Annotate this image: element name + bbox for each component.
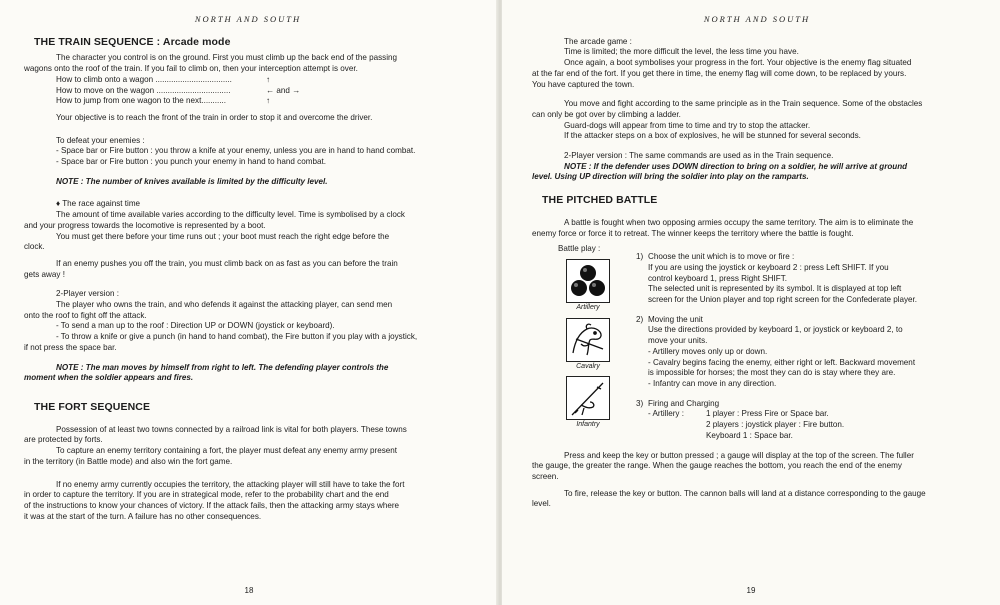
right-page — [502, 0, 1000, 605]
fort-text: Possession of at least two towns connected by a railroad link is vital for both players. These towns — [56, 424, 407, 434]
push-text: gets away ! — [24, 269, 65, 279]
race-text: and your progress towards the locomotive is represented by a boot. — [24, 220, 266, 230]
battle-text: A battle is fought when two opposing armies occupy the same territory. The aim is to eliminate the — [564, 217, 914, 227]
fort-text: are protected by forts. — [24, 435, 103, 445]
page-number: 18 — [244, 586, 254, 596]
two-player-text: onto the roof to fight off the attack. — [24, 310, 147, 320]
arcade-text: Once again, a boot symbolises your progress in the fort. Your objective is the enemy flag situated — [564, 58, 912, 68]
fort-text: in order to capture the territory. If you are in strategical mode, refer to the probability chart and the end — [24, 490, 389, 500]
move-text: You move and fight according to the same principle as in the Train sequence. Some of the obstacles — [564, 99, 923, 109]
push-text: If an enemy pushes you off the train, you must climb back on as fast as you can before the train — [56, 258, 398, 268]
fort-text: it was at the start of the turn. A failure has no other consequences. — [24, 511, 262, 521]
unit-caption: Artillery — [576, 303, 600, 311]
press-text: Press and keep the key or button pressed ; a gauge will display at the top of the screen. The fuller — [564, 450, 914, 460]
train-intro-cont: wagons onto the roof of the train. If you fail to climb on, then your interception attempt is over. — [24, 64, 358, 74]
race-text: clock. — [24, 242, 45, 252]
fire-text: level. — [532, 499, 551, 509]
arcade-text: You have captured the town. — [532, 79, 635, 89]
arcade-text: at the far end of the fort. If you get there in time, the enemy flag will come down, to be replaced by yours. — [532, 68, 907, 78]
move-text: If the attacker steps on a box of explosives, he will be stunned for several seconds. — [564, 131, 861, 141]
running-head: NORTH AND SOUTH — [194, 14, 302, 24]
step-3: 3) Firing and Charging — [636, 398, 720, 408]
fort-text: To capture an enemy territory containing a fort, the player must defeat any enemy army present — [56, 446, 398, 456]
how-row: How to climb onto a wagon .................................. ↑ — [56, 74, 271, 84]
artillery-icon — [566, 259, 610, 303]
fort-text: If no enemy army currently occupies the territory, the attacking player will still have to take the fort — [56, 479, 405, 489]
cavalry-icon — [566, 318, 610, 362]
defeat-line: - Space bar or Fire button : you punch your enemy in hand to hand combat. — [56, 157, 326, 167]
two-player-text: 2-Player version : The same commands are used as in the Train sequence. — [564, 151, 834, 161]
two-player-title: 2-Player version : — [56, 289, 119, 299]
left-page — [0, 0, 498, 605]
how-row: How to move on the wagon ................................. ← and → — [56, 85, 301, 95]
battle-steps: 1) Choose the unit which is to move or fire : If you are using the joystick or keyboard 2 : press Left SHIFT. If you control keyboard 1, press Right SHIFT. The selected unit is represented by its symbol. It is displayed at top left screen for the Union player and top right screen for the Confederate player. 2) Moving the unit Use the directions provided by keyboard 1, or joystick or keyboard 2, to move your units. - Artillery moves only up or down. - Cavalry begins facing the enemy, either right or left. Backward movement is impossible for horses; the most they can do is stay where they are. - Infantry can move in any direction. 3) Firing and Charging - Artillery : 1 player : Press Fire or Space bar. 2 players : joystick player : Fire button. Keyboard 1 : Space bar. — [628, 244, 982, 441]
train-sequence-heading: THE TRAIN SEQUENCE : Arcade mode — [34, 35, 231, 48]
race-title: ♦ The race against time — [56, 199, 141, 209]
step-2: 2) Moving the unit — [636, 314, 703, 324]
arcade-text: Time is limited; the more difficult the level, the less time you have. — [564, 47, 799, 57]
two-player-text: The player who owns the train, and who defends it against the attacking player, can send men — [56, 300, 393, 310]
page-number: 19 — [746, 586, 756, 596]
move-text: can only be got over by climbing a ladder. — [532, 109, 681, 119]
race-text: You must get there before your time runs out ; your boot must reach the right edge before the — [56, 231, 390, 241]
defeat-line: - Space bar or Fire button : you throw a knife at your enemy, unless you are in hand to hand combat. — [56, 146, 416, 156]
train-intro: The character you control is on the ground. First you must climb up the back end of the passing — [56, 53, 398, 63]
running-head: NORTH AND SOUTH — [703, 14, 811, 24]
note-defender: NOTE : If the defender uses DOWN direction to bring on a soldier, he will arrive at ground — [564, 161, 908, 171]
pitched-battle-heading: THE PITCHED BATTLE — [542, 194, 658, 207]
step-1: 1) Choose the unit which is to move or fire : — [636, 252, 795, 262]
unit-caption: Infantry — [576, 421, 600, 429]
arcade-title: The arcade game : — [564, 36, 632, 46]
battle-text: enemy force or force it to retreat. The winner keeps the territory where the battle is fought. — [532, 228, 854, 238]
fort-text: of the instructions to know your chances of victory. If the attack fails, then the attacking army stays where — [24, 500, 400, 510]
fire-text: To fire, release the key or button. The cannon balls will land at a distance corresponding to the gauge — [564, 488, 926, 498]
arrow-left-right-icon: ← and → — [266, 85, 301, 95]
note-man: moment when the soldier appears and fires. — [24, 373, 194, 383]
unit-symbols — [558, 244, 628, 441]
unit-caption: Cavalry — [576, 362, 600, 370]
two-player-text: if not press the space bar. — [24, 342, 117, 352]
move-text: Guard-dogs will appear from time to time and try to stop the attacker. — [564, 120, 811, 130]
defeat-title: To defeat your enemies : — [56, 135, 145, 145]
how-row: How to jump from one wagon to the next........... ↑ — [56, 96, 271, 106]
battle-play-section — [532, 244, 982, 441]
note-man: NOTE : The man moves by himself from right to left. The defending player controls the — [56, 362, 389, 372]
train-objective: Your objective is to reach the front of the train in order to stop it and overcome the driver. — [56, 112, 373, 122]
fort-sequence-heading: THE FORT SEQUENCE — [34, 400, 151, 413]
battle-play-label: Battle play : — [558, 244, 601, 254]
arrow-up-icon: ↑ — [266, 74, 271, 84]
note-knives: NOTE : The number of knives available is limited by the difficulty level. — [56, 176, 328, 186]
fort-text: in the territory (in Battle mode) and also win the fort game. — [24, 456, 233, 466]
two-player-text: - To throw a knife or give a punch (in hand to hand combat), the Fire button if you play with a joystick, — [56, 332, 418, 342]
race-text: The amount of time available varies according to the difficulty level. Time is symbolised by a clock — [56, 210, 405, 220]
infantry-icon — [566, 376, 610, 420]
press-text: screen. — [532, 471, 559, 481]
two-player-text: - To send a man up to the roof : Direction UP or DOWN (joystick or keyboard). — [56, 321, 335, 331]
arrow-up-icon: ↑ — [266, 96, 271, 106]
note-defender: level. Using UP direction will bring the soldier into play on the ramparts. — [532, 172, 809, 182]
press-text: the gauge, the greater the range. When the gauge reaches the bottom, you reach the end of the enemy — [532, 461, 902, 471]
